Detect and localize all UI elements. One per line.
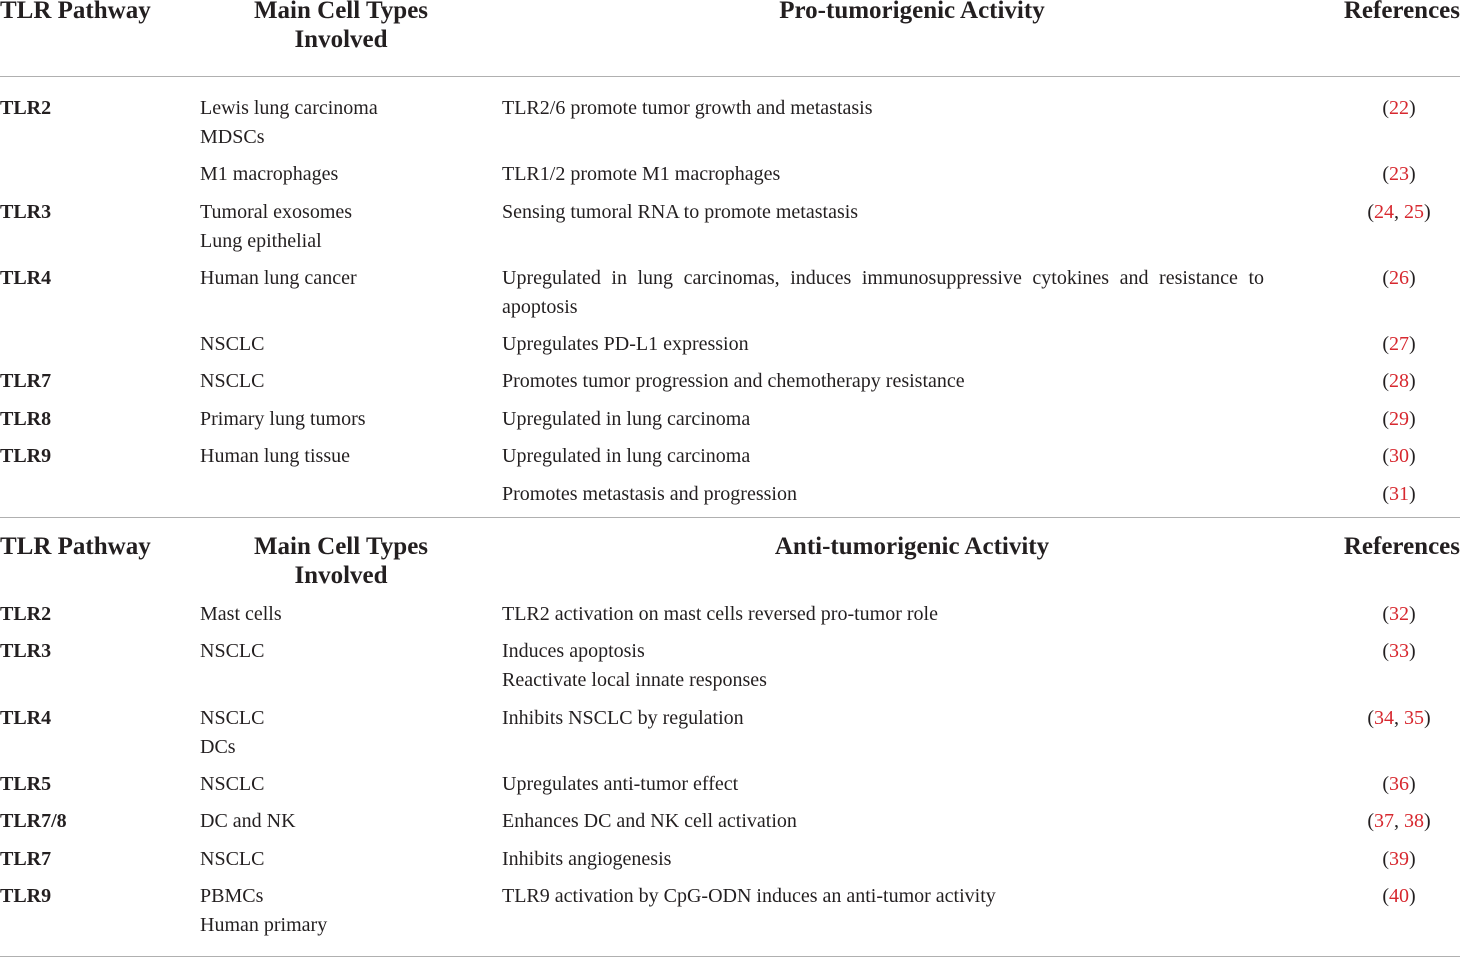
references-cell: (31) — [1382, 483, 1416, 505]
reference-link[interactable]: 24 — [1374, 201, 1394, 223]
activity-cell: Upregulated in lung carcinomas, induces immunosuppressive cytokines and resistance to apoptosis — [502, 267, 1264, 318]
references-cell: (28) — [1382, 370, 1416, 392]
pathway-cell: TLR3 — [0, 201, 52, 223]
header-tlr-pathway: TLR Pathway — [0, 0, 151, 24]
header-cell-types-line2: Involved — [294, 562, 388, 589]
reference-link[interactable]: 36 — [1389, 773, 1409, 795]
activity-cell: Promotes metastasis and progression — [502, 483, 797, 505]
references-cell: (34, 35) — [1367, 707, 1431, 729]
reference-link[interactable]: 40 — [1389, 885, 1409, 907]
cell-type-line: NSCLC — [200, 640, 265, 662]
cell-type-line: PBMCs — [200, 885, 264, 907]
reference-link[interactable]: 28 — [1389, 370, 1409, 392]
activity-cell: TLR9 activation by CpG-ODN induces an anti-tumor activity — [502, 885, 996, 907]
references-cell: (36) — [1382, 773, 1416, 795]
activity-cell: Upregulates PD-L1 expression — [502, 333, 749, 355]
cell-type-line: DC and NK — [200, 810, 296, 832]
reference-link[interactable]: 38 — [1404, 810, 1424, 832]
header-cell-types-line1: Main Cell Types — [253, 0, 429, 24]
cell-types-cell — [200, 330, 264, 359]
cell-types-cell — [200, 198, 352, 256]
header-references: References — [1343, 533, 1460, 560]
cell-types-cell — [200, 405, 366, 434]
reference-link[interactable]: 32 — [1389, 603, 1409, 625]
pathway-cell: TLR9 — [0, 445, 52, 467]
pathway-cell: TLR5 — [0, 773, 52, 795]
references-cell: (24, 25) — [1367, 201, 1431, 223]
activity-cell: Inhibits NSCLC by regulation — [502, 707, 744, 729]
activity-cell — [502, 637, 1272, 695]
pathway-cell: TLR2 — [0, 603, 52, 625]
cell-type-line: Lewis lung carcinoma — [200, 97, 378, 119]
header-tlr-pathway: TLR Pathway — [0, 533, 151, 560]
activity-cell: Upregulated in lung carcinoma — [502, 445, 751, 467]
cell-type-line: Human lung cancer — [200, 267, 357, 289]
references-cell: (39) — [1382, 848, 1416, 870]
references-cell: (33) — [1382, 640, 1416, 662]
cell-types-cell — [200, 807, 296, 836]
references-cell: (22) — [1382, 97, 1416, 119]
pathway-cell: TLR3 — [0, 640, 52, 662]
references-cell: (27) — [1382, 333, 1416, 355]
activity-line: Reactivate local innate responses — [502, 669, 767, 691]
cell-type-line: M1 macrophages — [200, 163, 339, 185]
cell-types-cell — [200, 882, 327, 940]
cell-type-line: DCs — [200, 736, 236, 758]
reference-link[interactable]: 25 — [1404, 201, 1424, 223]
references-cell: (23) — [1382, 163, 1416, 185]
cell-types-cell — [200, 264, 357, 293]
activity-cell: Promotes tumor progression and chemotherapy resistance — [502, 370, 965, 392]
activity-cell: Inhibits angiogenesis — [502, 848, 672, 870]
reference-link[interactable]: 30 — [1389, 445, 1409, 467]
reference-link[interactable]: 34 — [1374, 707, 1394, 729]
header-pro-tumorigenic-activity: Pro-tumorigenic Activity — [779, 0, 1045, 24]
header-main-cell-types — [200, 532, 482, 590]
cell-types-cell — [200, 845, 264, 874]
pathway-cell: TLR9 — [0, 885, 52, 907]
reference-link[interactable]: 27 — [1389, 333, 1409, 355]
cell-type-line: Human primary — [200, 914, 328, 936]
table-bottom-rule — [0, 956, 1460, 957]
reference-link[interactable]: 31 — [1389, 483, 1409, 505]
cell-types-cell — [200, 637, 264, 666]
pathway-cell: TLR7 — [0, 848, 52, 870]
cell-type-line: NSCLC — [200, 333, 265, 355]
references-cell: (32) — [1382, 603, 1416, 625]
cell-type-line: NSCLC — [200, 848, 265, 870]
activity-cell: TLR2 activation on mast cells reversed pro-tumor role — [502, 603, 938, 625]
reference-link[interactable]: 23 — [1389, 163, 1409, 185]
cell-type-line: Tumoral exosomes — [200, 201, 353, 223]
cell-type-line: Human lung tissue — [200, 445, 350, 467]
activity-cell: Upregulated in lung carcinoma — [502, 408, 751, 430]
activity-cell: Upregulates anti-tumor effect — [502, 773, 739, 795]
pathway-cell: TLR8 — [0, 408, 52, 430]
activity-line: Induces apoptosis — [502, 640, 645, 662]
reference-link[interactable]: 37 — [1374, 810, 1394, 832]
reference-link[interactable]: 33 — [1389, 640, 1409, 662]
pathway-cell: TLR7 — [0, 370, 52, 392]
cell-type-line: NSCLC — [200, 370, 265, 392]
header-rule — [0, 76, 1460, 77]
cell-types-cell — [200, 94, 378, 152]
activity-cell: Enhances DC and NK cell activation — [502, 810, 797, 832]
cell-types-cell — [200, 160, 338, 189]
references-cell: (29) — [1382, 408, 1416, 430]
header-anti-tumorigenic-activity: Anti-tumorigenic Activity — [774, 533, 1050, 560]
header-references: References — [1343, 0, 1460, 24]
cell-type-line: Lung epithelial — [200, 230, 322, 252]
cell-type-line: NSCLC — [200, 707, 265, 729]
section-divider-rule — [0, 517, 1460, 518]
reference-link[interactable]: 26 — [1389, 267, 1409, 289]
cell-types-cell — [200, 600, 282, 629]
cell-types-cell — [200, 367, 264, 396]
cell-type-line: NSCLC — [200, 773, 265, 795]
references-cell: (30) — [1382, 445, 1416, 467]
pathway-cell: TLR4 — [0, 707, 52, 729]
cell-types-cell — [200, 442, 350, 471]
cell-type-line: MDSCs — [200, 126, 265, 148]
references-cell: (26) — [1382, 267, 1416, 289]
activity-cell: TLR2/6 promote tumor growth and metastasis — [502, 97, 873, 119]
references-cell: (40) — [1382, 885, 1416, 907]
reference-link[interactable]: 35 — [1404, 707, 1424, 729]
cell-type-line: Primary lung tumors — [200, 408, 366, 430]
header-cell-types-line2: Involved — [294, 26, 388, 53]
pathway-cell: TLR7/8 — [0, 810, 67, 832]
pathway-cell: TLR4 — [0, 267, 52, 289]
references-cell: (37, 38) — [1367, 810, 1431, 832]
activity-cell: Sensing tumoral RNA to promote metastasis — [502, 201, 859, 223]
pathway-cell: TLR2 — [0, 97, 52, 119]
cell-types-cell — [200, 770, 264, 799]
cell-type-line: Mast cells — [200, 603, 282, 625]
reference-link[interactable]: 22 — [1389, 97, 1409, 119]
cell-types-cell — [200, 704, 264, 762]
header-cell-types-line1: Main Cell Types — [253, 533, 429, 560]
reference-link[interactable]: 29 — [1389, 408, 1409, 430]
activity-cell: TLR1/2 promote M1 macrophages — [502, 163, 781, 185]
header-main-cell-types — [200, 0, 482, 54]
reference-link[interactable]: 39 — [1389, 848, 1409, 870]
